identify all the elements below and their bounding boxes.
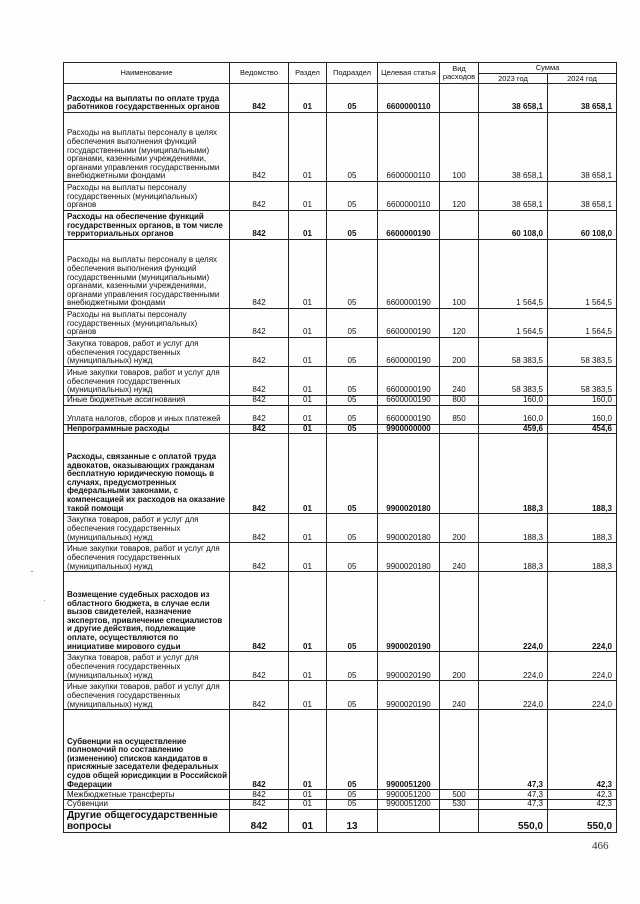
row-sum-2024: 224,0 xyxy=(548,681,617,710)
table-row xyxy=(64,211,617,240)
row-sum-2024: 550,0 xyxy=(548,809,617,832)
table-row xyxy=(64,800,617,810)
row-target: 9900020190 xyxy=(378,652,440,681)
header-ministry: Ведомство xyxy=(230,63,289,84)
row-sum-2024: 42,3 xyxy=(548,800,617,810)
header-year-2024: 2024 год xyxy=(548,74,617,84)
row-subsection: 05 xyxy=(327,710,378,790)
row-name: Иные бюджетные ассигнования xyxy=(64,396,230,406)
row-kind: 800 xyxy=(440,396,479,406)
row-section: 01 xyxy=(289,809,327,832)
table-row xyxy=(64,710,617,790)
scan-mark xyxy=(31,571,33,572)
page-number: 466 xyxy=(592,840,609,852)
row-section: 01 xyxy=(289,514,327,543)
row-sum-2023: 47,3 xyxy=(479,710,548,790)
row-sum-2023: 47,3 xyxy=(479,790,548,800)
row-ministry: 842 xyxy=(230,572,289,652)
row-sum-2023: 224,0 xyxy=(479,652,548,681)
row-subsection: 05 xyxy=(327,211,378,240)
row-target: 6600000190 xyxy=(378,211,440,240)
table-row xyxy=(64,338,617,367)
row-sum-2024: 1 564,5 xyxy=(548,240,617,309)
row-section: 01 xyxy=(289,309,327,338)
row-subsection: 05 xyxy=(327,309,378,338)
row-sum-2024: 224,0 xyxy=(548,572,617,652)
row-name: Закупка товаров, работ и услуг для обеспечения государственных (муниципальных) нужд xyxy=(64,338,230,367)
row-subsection: 05 xyxy=(327,240,378,309)
table-row xyxy=(64,809,617,832)
row-name: Субвенции на осуществление полномочий по составлению (изменению) списков кандидатов в присяжные заседатели федеральных судов общей юрисдикции в Российской Федерации xyxy=(64,710,230,790)
row-kind: 120 xyxy=(440,309,479,338)
row-sum-2024: 188,3 xyxy=(548,543,617,572)
row-name: Расходы на обеспечение функций государственных органов, в том числе территориальных органов xyxy=(64,211,230,240)
row-subsection: 05 xyxy=(327,800,378,810)
row-name: Другие общегосударственные вопросы xyxy=(64,809,230,832)
row-subsection: 05 xyxy=(327,367,378,396)
row-kind: 200 xyxy=(440,652,479,681)
row-ministry: 842 xyxy=(230,84,289,113)
row-ministry: 842 xyxy=(230,240,289,309)
row-name: Закупка товаров, работ и услуг для обеспечения государственных (муниципальных) нужд xyxy=(64,652,230,681)
row-subsection: 05 xyxy=(327,514,378,543)
table-row xyxy=(64,572,617,652)
row-name: Расходы на выплаты персоналу государственных (муниципальных) органов xyxy=(64,309,230,338)
row-sum-2024: 160,0 xyxy=(548,396,617,406)
row-subsection: 05 xyxy=(327,182,378,211)
header-name: Наименование xyxy=(64,63,230,84)
table-row xyxy=(64,240,617,309)
row-name: Закупка товаров, работ и услуг для обеспечения государственных (муниципальных) нужд xyxy=(64,514,230,543)
row-section: 01 xyxy=(289,396,327,406)
row-sum-2023: 160,0 xyxy=(479,405,548,424)
row-ministry: 842 xyxy=(230,800,289,810)
table-row xyxy=(64,514,617,543)
row-section: 01 xyxy=(289,681,327,710)
table-row xyxy=(64,424,617,434)
row-sum-2023: 550,0 xyxy=(479,809,548,832)
row-target: 6600000190 xyxy=(378,396,440,406)
row-target: 9900051200 xyxy=(378,790,440,800)
row-ministry: 842 xyxy=(230,424,289,434)
row-ministry: 842 xyxy=(230,681,289,710)
row-target: 6600000190 xyxy=(378,240,440,309)
row-name: Расходы на выплаты персоналу в целях обеспечения выполнения функций государственными (муниципальными) органами, казенными учреждениями, органами управления государственными внебюджетными фондами xyxy=(64,113,230,182)
table-body xyxy=(64,84,617,833)
row-kind: 240 xyxy=(440,543,479,572)
row-sum-2024: 38 658,1 xyxy=(548,182,617,211)
row-target: 9900051200 xyxy=(378,710,440,790)
row-sum-2023: 160,0 xyxy=(479,396,548,406)
row-subsection: 05 xyxy=(327,84,378,113)
row-sum-2024: 224,0 xyxy=(548,652,617,681)
row-target: 6600000190 xyxy=(378,309,440,338)
row-subsection: 05 xyxy=(327,396,378,406)
row-target: 9900020190 xyxy=(378,681,440,710)
row-section: 01 xyxy=(289,182,327,211)
row-section: 01 xyxy=(289,800,327,810)
row-subsection: 05 xyxy=(327,113,378,182)
row-ministry: 842 xyxy=(230,652,289,681)
row-kind: 240 xyxy=(440,367,479,396)
row-target: 9900020180 xyxy=(378,434,440,514)
row-sum-2023: 188,3 xyxy=(479,434,548,514)
row-target: 9900020190 xyxy=(378,572,440,652)
row-sum-2023: 188,3 xyxy=(479,543,548,572)
row-name: Иные закупки товаров, работ и услуг для обеспечения государственных (муниципальных) нужд xyxy=(64,367,230,396)
row-name: Межбюджетные трансферты xyxy=(64,790,230,800)
row-ministry: 842 xyxy=(230,367,289,396)
row-section: 01 xyxy=(289,405,327,424)
row-sum-2024: 454,6 xyxy=(548,424,617,434)
row-target: 6600000110 xyxy=(378,113,440,182)
row-subsection: 05 xyxy=(327,424,378,434)
row-sum-2023: 188,3 xyxy=(479,514,548,543)
row-section: 01 xyxy=(289,84,327,113)
row-target: 9900000000 xyxy=(378,424,440,434)
table-row xyxy=(64,367,617,396)
table-row xyxy=(64,309,617,338)
row-ministry: 842 xyxy=(230,113,289,182)
header-target: Целевая статья xyxy=(378,63,440,84)
table-row xyxy=(64,182,617,211)
budget-table xyxy=(63,62,617,833)
row-section: 01 xyxy=(289,424,327,434)
header-subsection: Подраздел xyxy=(327,63,378,84)
row-sum-2024: 38 658,1 xyxy=(548,84,617,113)
row-name: Расходы на выплаты по оплате труда работников государственных органов xyxy=(64,84,230,113)
row-subsection: 05 xyxy=(327,434,378,514)
row-section: 01 xyxy=(289,434,327,514)
row-kind: 850 xyxy=(440,405,479,424)
row-name: Уплата налогов, сборов и иных платежей xyxy=(64,405,230,424)
table-row xyxy=(64,405,617,424)
row-kind xyxy=(440,809,479,832)
row-section: 01 xyxy=(289,338,327,367)
row-section: 01 xyxy=(289,790,327,800)
row-kind: 100 xyxy=(440,240,479,309)
row-sum-2024: 42,3 xyxy=(548,790,617,800)
row-kind xyxy=(440,572,479,652)
row-kind: 120 xyxy=(440,182,479,211)
row-kind: 200 xyxy=(440,338,479,367)
row-section: 01 xyxy=(289,652,327,681)
row-section: 01 xyxy=(289,572,327,652)
row-name: Иные закупки товаров, работ и услуг для обеспечения государственных (муниципальных) нужд xyxy=(64,543,230,572)
row-ministry: 842 xyxy=(230,309,289,338)
row-target: 6600000110 xyxy=(378,84,440,113)
row-name: Непрограммные расходы xyxy=(64,424,230,434)
row-ministry: 842 xyxy=(230,710,289,790)
row-sum-2023: 224,0 xyxy=(479,572,548,652)
row-section: 01 xyxy=(289,211,327,240)
header-year-2023: 2023 год xyxy=(479,74,548,84)
row-kind: 530 xyxy=(440,800,479,810)
row-ministry: 842 xyxy=(230,211,289,240)
row-sum-2023: 1 564,5 xyxy=(479,309,548,338)
table-row xyxy=(64,113,617,182)
header-kind: Вид расходов xyxy=(440,63,479,84)
row-sum-2023: 60 108,0 xyxy=(479,211,548,240)
table-row xyxy=(64,652,617,681)
row-sum-2023: 58 383,5 xyxy=(479,338,548,367)
row-subsection: 05 xyxy=(327,681,378,710)
row-name: Расходы на выплаты персоналу государственных (муниципальных) органов xyxy=(64,182,230,211)
row-section: 01 xyxy=(289,113,327,182)
row-kind xyxy=(440,434,479,514)
row-kind: 100 xyxy=(440,113,479,182)
table-row xyxy=(64,434,617,514)
row-name: Иные закупки товаров, работ и услуг для обеспечения государственных (муниципальных) нужд xyxy=(64,681,230,710)
row-target: 6600000190 xyxy=(378,405,440,424)
row-kind xyxy=(440,211,479,240)
row-sum-2023: 58 383,5 xyxy=(479,367,548,396)
row-sum-2024: 188,3 xyxy=(548,434,617,514)
row-target: 6600000190 xyxy=(378,338,440,367)
row-name: Расходы, связанные с оплатой труда адвокатов, оказывающих гражданам бесплатную юридическую помощь в случаях, предусмотренных федеральными законами, с компенсацией их расходов на оказание такой помощи xyxy=(64,434,230,514)
row-ministry: 842 xyxy=(230,405,289,424)
header-sum: Сумма xyxy=(479,63,617,74)
table-row xyxy=(64,543,617,572)
row-kind xyxy=(440,424,479,434)
row-subsection: 05 xyxy=(327,405,378,424)
row-section: 01 xyxy=(289,710,327,790)
table-row xyxy=(64,681,617,710)
row-sum-2024: 42,3 xyxy=(548,710,617,790)
row-sum-2023: 38 658,1 xyxy=(479,182,548,211)
row-target: 9900051200 xyxy=(378,800,440,810)
row-ministry: 842 xyxy=(230,514,289,543)
row-ministry: 842 xyxy=(230,434,289,514)
row-target: 6600000110 xyxy=(378,182,440,211)
row-sum-2024: 58 383,5 xyxy=(548,367,617,396)
row-sum-2023: 224,0 xyxy=(479,681,548,710)
row-sum-2024: 188,3 xyxy=(548,514,617,543)
table-row xyxy=(64,84,617,113)
row-section: 01 xyxy=(289,543,327,572)
row-kind: 240 xyxy=(440,681,479,710)
row-ministry: 842 xyxy=(230,543,289,572)
row-sum-2023: 38 658,1 xyxy=(479,113,548,182)
row-target xyxy=(378,809,440,832)
row-subsection: 05 xyxy=(327,572,378,652)
row-kind xyxy=(440,84,479,113)
row-sum-2023: 459,6 xyxy=(479,424,548,434)
row-target: 9900020180 xyxy=(378,514,440,543)
row-target: 6600000190 xyxy=(378,367,440,396)
table-row xyxy=(64,396,617,406)
row-name: Субвенции xyxy=(64,800,230,810)
row-ministry: 842 xyxy=(230,338,289,367)
header-section: Раздел xyxy=(289,63,327,84)
scan-mark xyxy=(44,600,45,601)
row-sum-2024: 38 658,1 xyxy=(548,113,617,182)
row-sum-2024: 58 383,5 xyxy=(548,338,617,367)
row-subsection: 05 xyxy=(327,543,378,572)
row-sum-2023: 38 658,1 xyxy=(479,84,548,113)
row-kind: 500 xyxy=(440,790,479,800)
row-sum-2024: 1 564,5 xyxy=(548,309,617,338)
row-kind: 200 xyxy=(440,514,479,543)
row-subsection: 05 xyxy=(327,338,378,367)
row-name: Возмещение судебных расходов из областного бюджета, в случае если вызов свидетелей, назначение экспертов, привлечение специалистов и другие действия, подлежащие оплате, осуществляются по инициативе мирового судьи xyxy=(64,572,230,652)
row-target: 9900020180 xyxy=(378,543,440,572)
row-ministry: 842 xyxy=(230,182,289,211)
row-sum-2024: 60 108,0 xyxy=(548,211,617,240)
row-ministry: 842 xyxy=(230,809,289,832)
table-row xyxy=(64,790,617,800)
row-section: 01 xyxy=(289,367,327,396)
row-section: 01 xyxy=(289,240,327,309)
row-sum-2023: 1 564,5 xyxy=(479,240,548,309)
row-sum-2023: 47,3 xyxy=(479,800,548,810)
row-subsection: 05 xyxy=(327,652,378,681)
row-ministry: 842 xyxy=(230,790,289,800)
row-name: Расходы на выплаты персоналу в целях обеспечения выполнения функций государственными (муниципальными) органами, казенными учреждениями, органами управления государственными внебюджетными фондами xyxy=(64,240,230,309)
row-ministry: 842 xyxy=(230,396,289,406)
row-subsection: 13 xyxy=(327,809,378,832)
row-kind xyxy=(440,710,479,790)
row-subsection: 05 xyxy=(327,790,378,800)
row-sum-2024: 160,0 xyxy=(548,405,617,424)
